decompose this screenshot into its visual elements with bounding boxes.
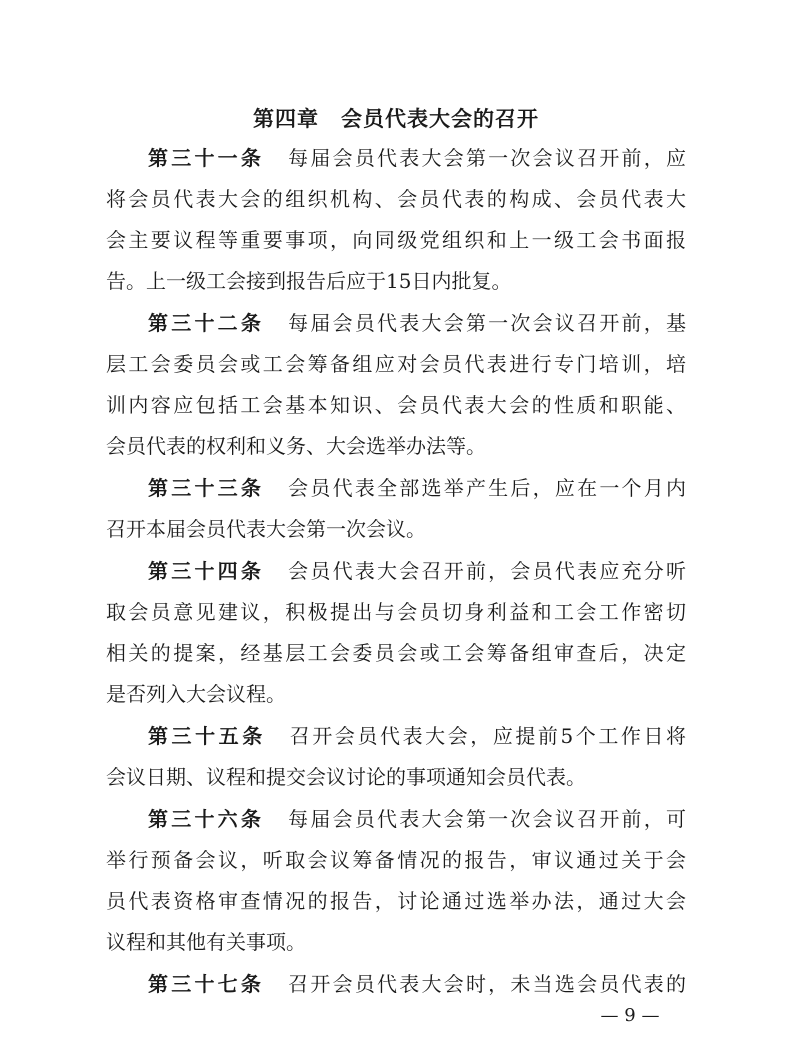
article-34-text-1: 会员代表大会召开前，会员代表应充分听 — [288, 559, 687, 583]
article-36-line-3: 员代表资格审查情况的报告，讨论通过选举办法，通过大会 — [106, 889, 686, 913]
article-37-text-1: 召开会员代表大会时，未当选会员代表的 — [288, 972, 687, 996]
article-31-line-2: 将会员代表大会的组织机构、会员代表的构成、会员代表大 — [106, 187, 686, 211]
article-34-line-2: 取会员意见建议，积极提出与会员切身利益和工会工作密切 — [106, 600, 686, 624]
article-31-line-1 — [148, 141, 686, 175]
article-34-label: 第三十四条 — [148, 559, 265, 583]
chapter-title: 第四章 会员代表大会的召开 — [253, 107, 539, 131]
article-34-line-4: 是否列入大会议程。 — [106, 682, 286, 706]
article-36-line-2: 举行预备会议，听取会议筹备情况的报告，审议通过关于会 — [106, 848, 686, 872]
article-31-label: 第三十一条 — [148, 146, 265, 170]
article-32-line-1 — [148, 306, 686, 340]
article-35-label: 第三十五条 — [148, 724, 266, 748]
article-35-text-1: 召开会员代表大会，应提前5个工作日将 — [289, 724, 686, 748]
article-31-line-4: 告。上一级工会接到报告后应于15日内批复。 — [106, 269, 512, 293]
article-32-line-4: 会员代表的权利和义务、大会选举办法等。 — [106, 434, 486, 458]
article-33-line-2: 召开本届会员代表大会第一次会议。 — [106, 517, 426, 541]
article-36-line-4: 议程和其他有关事项。 — [106, 930, 306, 954]
article-33-text-1: 会员代表全部选举产生后，应在一个月内 — [288, 476, 687, 500]
article-35-line-1 — [148, 719, 686, 753]
article-34-line-1 — [148, 554, 686, 588]
article-33-line-1 — [148, 471, 686, 505]
article-32-line-3: 训内容应包括工会基本知识、会员代表大会的性质和职能、 — [106, 393, 686, 417]
article-32-line-2: 层工会委员会或工会筹备组应对会员代表进行专门培训，培 — [106, 352, 686, 376]
article-31-line-3: 会主要议程等重要事项，向同级党组织和上一级工会书面报 — [106, 228, 686, 252]
article-34-line-3: 相关的提案，经基层工会委员会或工会筹备组审查后，决定 — [106, 641, 686, 665]
article-33-label: 第三十三条 — [148, 476, 265, 500]
article-37-label: 第三十七条 — [148, 972, 265, 996]
page-number: — 9 — — [600, 1005, 660, 1026]
article-37-line-1 — [148, 967, 686, 1001]
article-31-text-1: 每届会员代表大会第一次会议召开前，应 — [288, 146, 687, 170]
article-36-line-1 — [148, 802, 686, 836]
article-36-label: 第三十六条 — [148, 807, 265, 831]
article-32-label: 第三十二条 — [148, 311, 265, 335]
article-32-text-1: 每届会员代表大会第一次会议召开前，基 — [288, 311, 687, 335]
article-36-text-1: 每届会员代表大会第一次会议召开前，可 — [288, 807, 687, 831]
article-35-line-2: 会议日期、议程和提交会议讨论的事项通知会员代表。 — [106, 765, 586, 789]
